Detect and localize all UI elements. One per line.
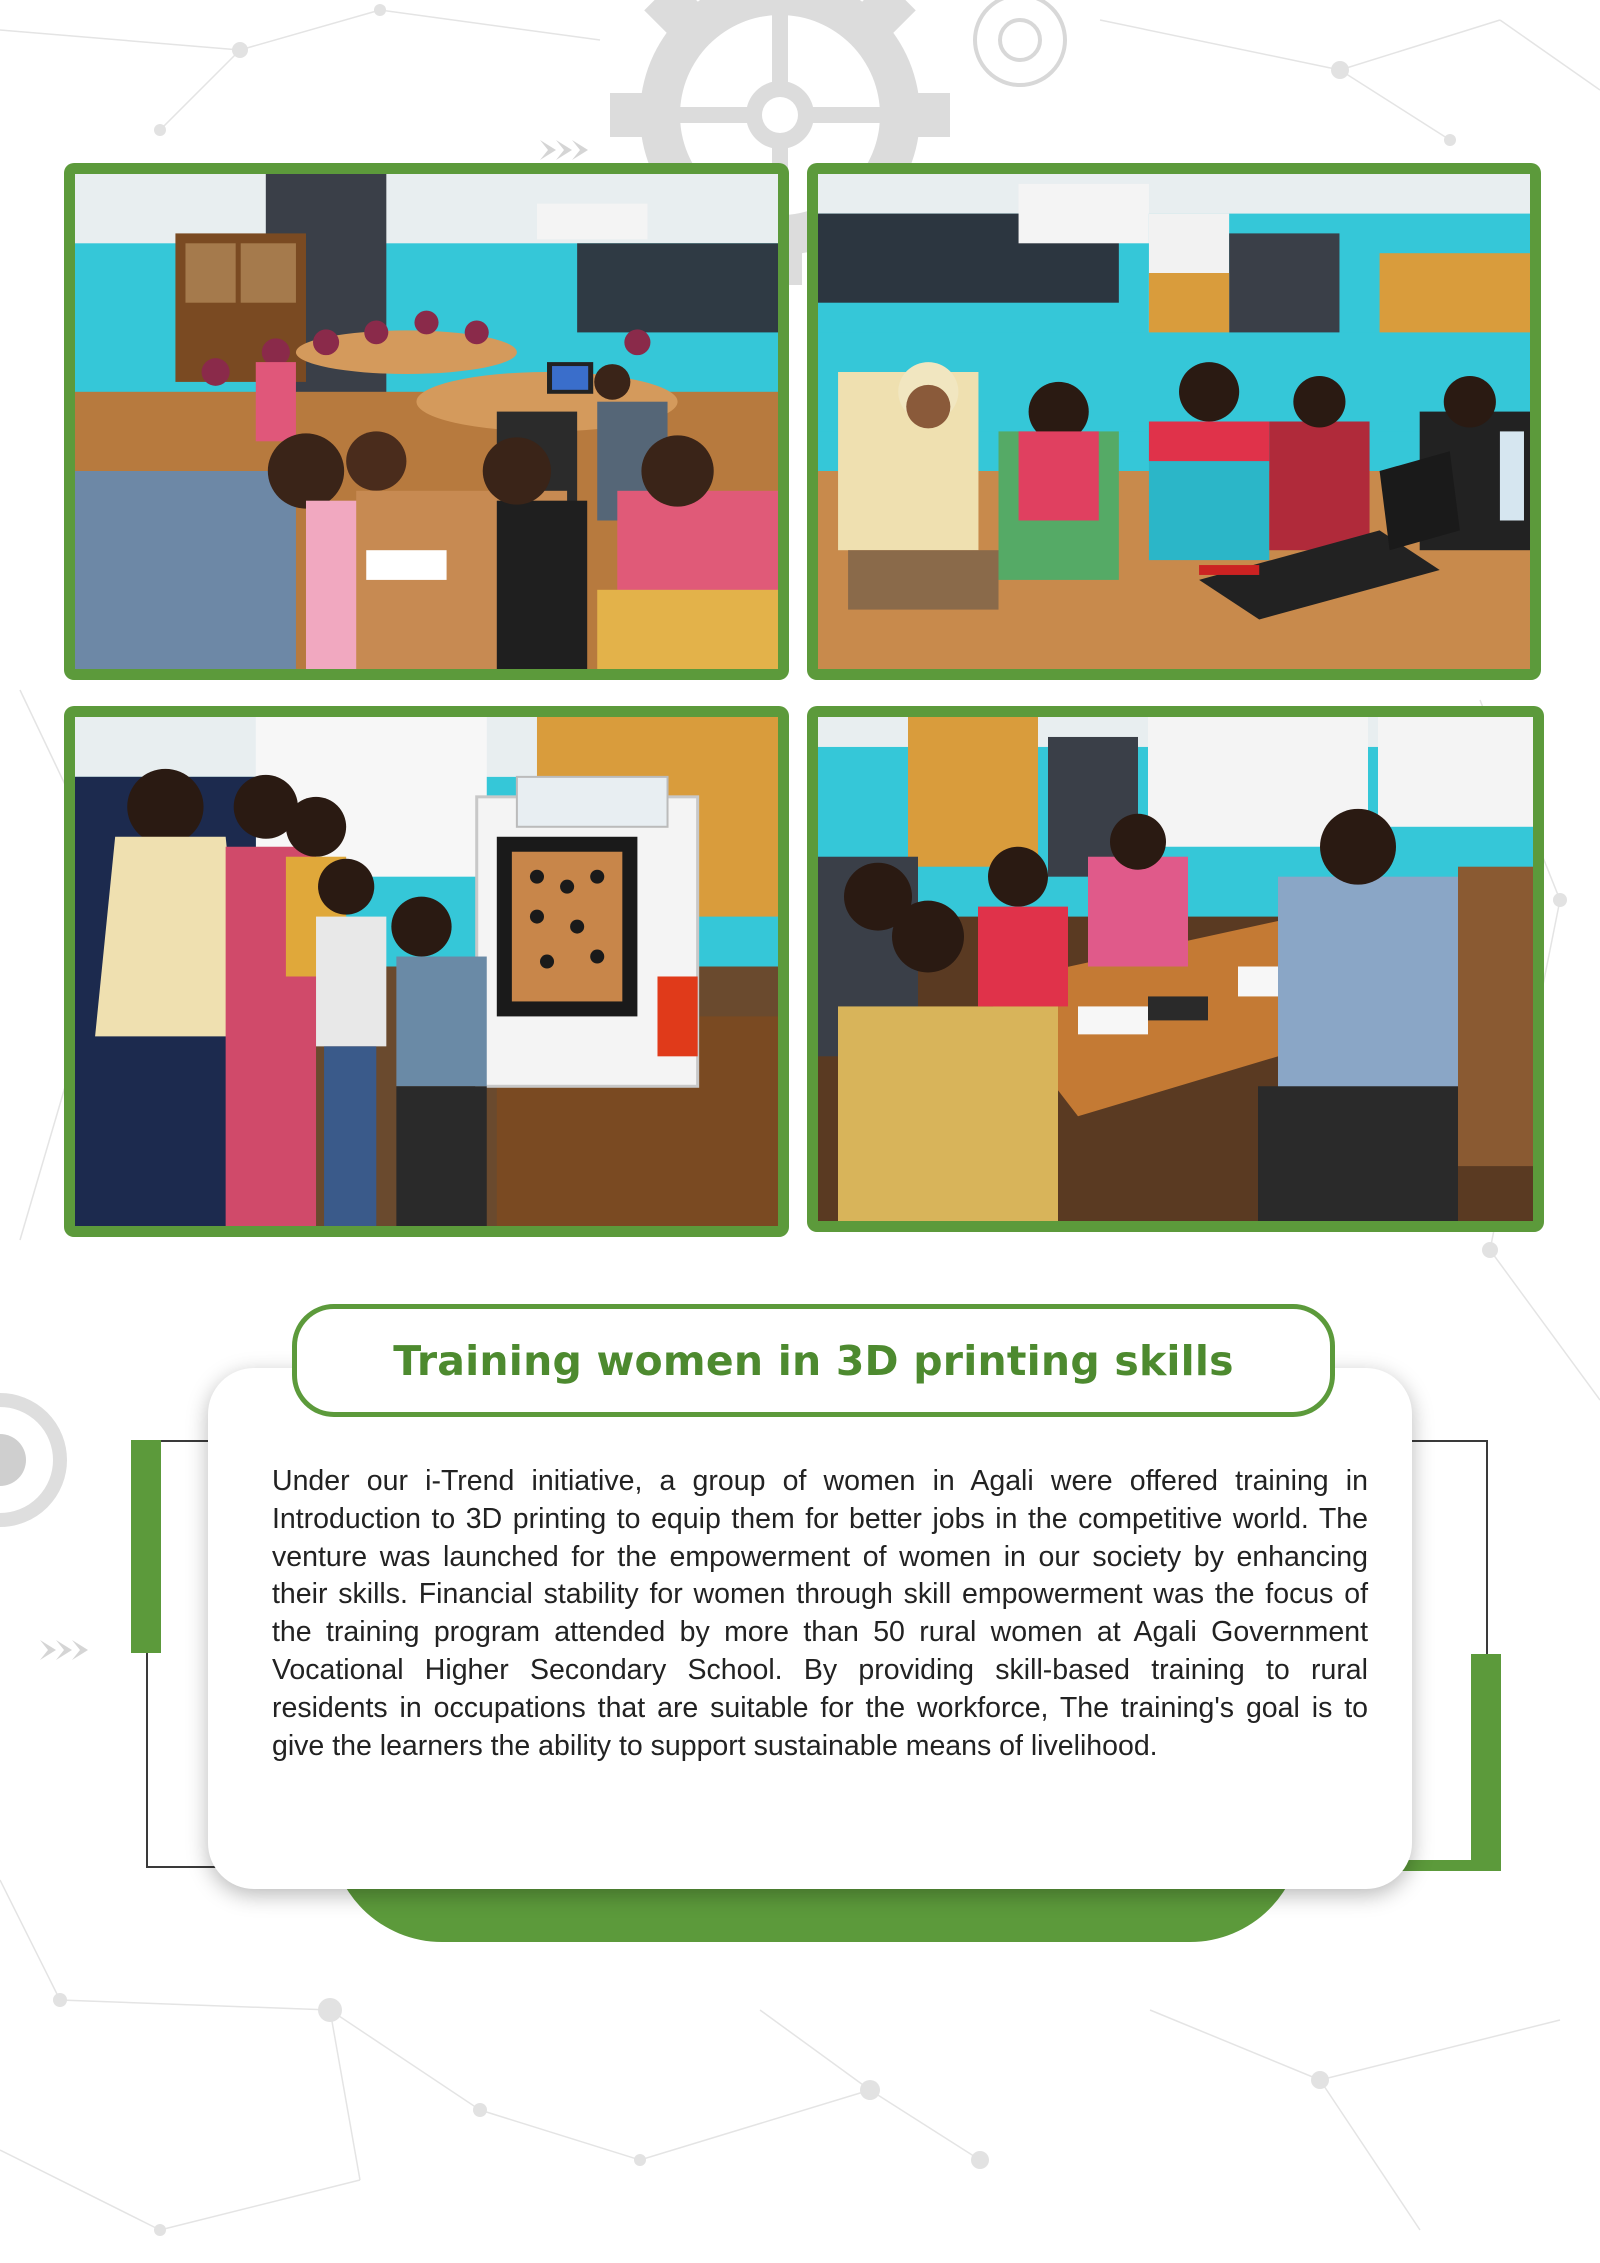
gear-outline-icon xyxy=(975,0,1065,85)
photo-3d-printer-demonstration xyxy=(64,706,789,1237)
photo-trainer-with-participants xyxy=(807,706,1544,1232)
decorative-right-green-bar xyxy=(1471,1654,1501,1871)
section-title-pill xyxy=(292,1304,1335,1417)
section-title: Training women in 3D printing skills xyxy=(393,1336,1234,1385)
photo-women-at-laptop-table xyxy=(807,163,1541,680)
decorative-left-green-bar xyxy=(131,1440,161,1653)
photo-classroom-laptop-training xyxy=(64,163,789,680)
section-body-text: Under our i-Trend initiative, a group of women in Agali were offered training in Introduction to 3D printing to equip them for better jobs in the competitive world. The venture was launched for the empowerment of women in our society by enhancing their skills. Financial stability for women through skill empowerment was the focus of the training program attended by more than 50 rural women at Agali Government Vocational Higher Secondary School. By providing skill-based training to rural residents in occupations that are suitable for the workforce, The training's goal is to give the learners the ability to support sustainable means of livelihood. xyxy=(272,1465,1368,1762)
gear-left-icon xyxy=(0,1400,60,1520)
